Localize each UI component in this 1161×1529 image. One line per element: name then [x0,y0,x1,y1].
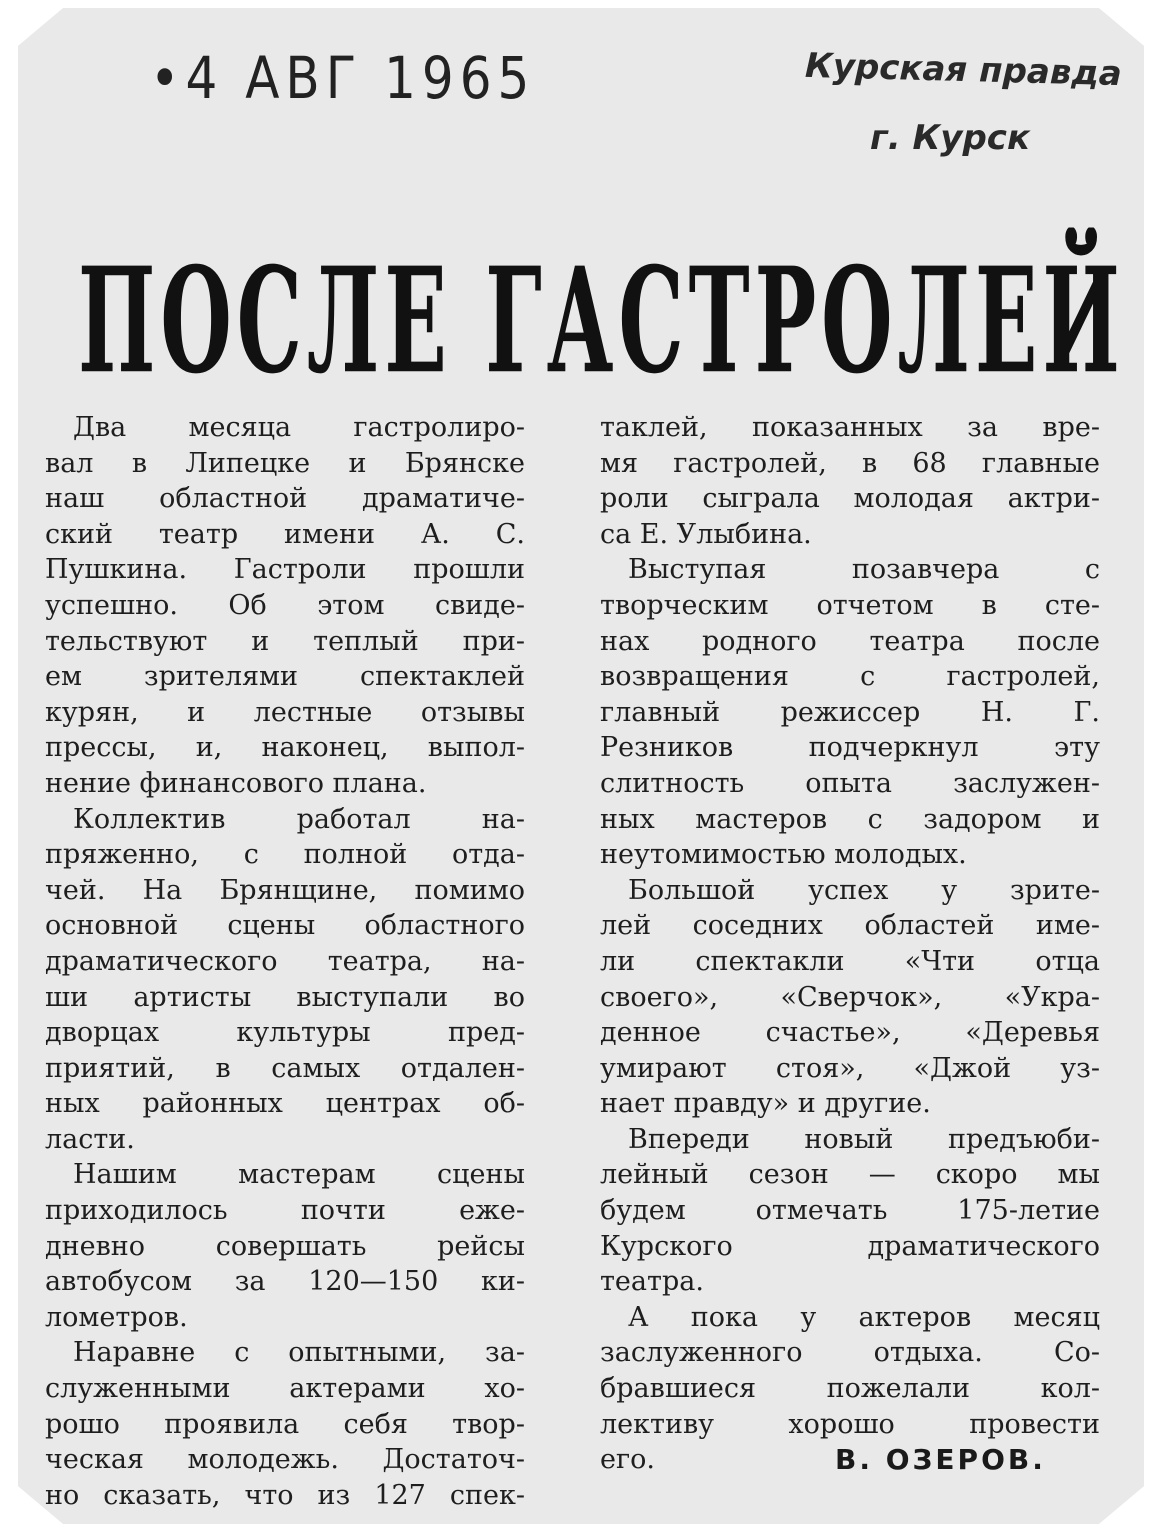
text-line: нах родного театра после [600,625,1100,657]
text-line: курян, и лестные отзывы [45,696,525,728]
text-line: ли спектакли «Чти отца [600,945,1100,977]
text-line: Большой успех у зрите- [628,874,1100,906]
text-line: неутомимостью молодых. [600,839,967,871]
text-line: творческим отчетом в сте- [600,589,1100,621]
text-line: Пушкина. Гастроли прошли [45,554,525,586]
text-line: пряженно, с полной отда- [45,839,525,871]
text-line: ем зрителями спектаклей [45,661,525,693]
text-line: Наравне с опытными, за- [73,1337,525,1369]
text-line: мя гастролей, в 68 главные [600,447,1100,479]
text-line: Впереди новый предъюби- [628,1123,1100,1155]
text-line: рошо проявила себя твор- [45,1408,525,1440]
text-line: наш областной драматиче- [45,483,525,515]
text-line: возвращения с гастролей, [600,661,1100,693]
text-line: роли сыграла молодая актри- [600,483,1100,515]
text-line: дворцах культуры пред- [45,1017,525,1049]
text-line: Курского драматического [600,1230,1100,1262]
text-line: чей. На Брянщине, помимо [45,874,525,906]
text-line: лометров. [45,1301,188,1333]
text-line: будем отмечать 175-летие [600,1195,1100,1227]
text-line: лективу хорошо провести [600,1408,1100,1440]
text-line: ных районных центрах об- [45,1088,525,1120]
text-line: лейный сезон — скоро мы [600,1159,1100,1191]
text-line: служенными актерами хо- [45,1373,525,1405]
date-stamp: •4 АВГ 1965 [150,45,536,112]
text-line: лей соседних областей име- [600,910,1100,942]
article-left-column [45,410,525,1513]
text-line: тельствуют и теплый при- [45,625,525,657]
text-line: Коллектив работал на- [73,803,525,835]
text-line: нает правду» и другие. [600,1088,931,1120]
text-line: основной сцены областного [45,910,525,942]
text-line: Два месяца гастролиро- [73,412,525,443]
text-line: но сказать, что из 127 спек- [45,1479,525,1511]
text-line: ский театр имени А. С. [45,518,525,550]
text-line: умирают стоя», «Джой уз- [600,1052,1100,1084]
text-line: таклей, показанных за вре- [600,412,1100,443]
text-line: своего», «Сверчок», «Укра- [600,981,1100,1013]
text-line: Выступая позавчера с [628,554,1100,586]
text-line: прессы, и, наконец, выпол- [45,732,525,764]
text-line: театра. [600,1266,704,1298]
text-line: автобусом за 120—150 ки- [45,1266,525,1298]
text-line: приходилось почти еже- [45,1195,525,1227]
newspaper-name-stamp: Курская правда [804,45,1123,95]
text-line: са Е. Улыбина. [600,518,812,550]
text-line: его. [600,1444,655,1476]
article-right-column [600,410,1100,1478]
text-line: ши артисты выступали во [45,981,525,1013]
text-line: Резников подчеркнул эту [600,732,1100,764]
text-line: ческая молодежь. Достаточ- [45,1444,525,1476]
city-stamp: г. Курск [870,118,1031,158]
text-line: нение финансового плана. [45,767,427,799]
text-line: ласти. [45,1123,135,1155]
text-line: бравшиеся пожелали кол- [600,1373,1100,1405]
text-line: Нашим мастерам сцены [73,1159,525,1191]
text-line: денное счастье», «Деревья [600,1017,1100,1049]
text-line: драматического театра, на- [45,945,525,977]
text-line: успешно. Об этом свиде- [45,589,525,621]
text-line: дневно совершать рейсы [45,1230,525,1262]
author-signature: В. ОЗЕРОВ. [835,1443,1046,1476]
text-line: ных мастеров с задором и [600,803,1100,835]
text-line: слитность опыта заслужен- [600,767,1100,799]
text-line: вал в Липецке и Брянске [45,447,525,479]
text-line: главный режиссер Н. Г. [600,696,1100,728]
article-headline: ПОСЛЕ ГАСТРОЛЕЙ [78,235,1125,407]
text-line: заслуженного отдыха. Со- [600,1337,1100,1369]
text-line: приятий, в самых отдален- [45,1052,525,1084]
text-line: А пока у актеров месяц [628,1301,1100,1333]
